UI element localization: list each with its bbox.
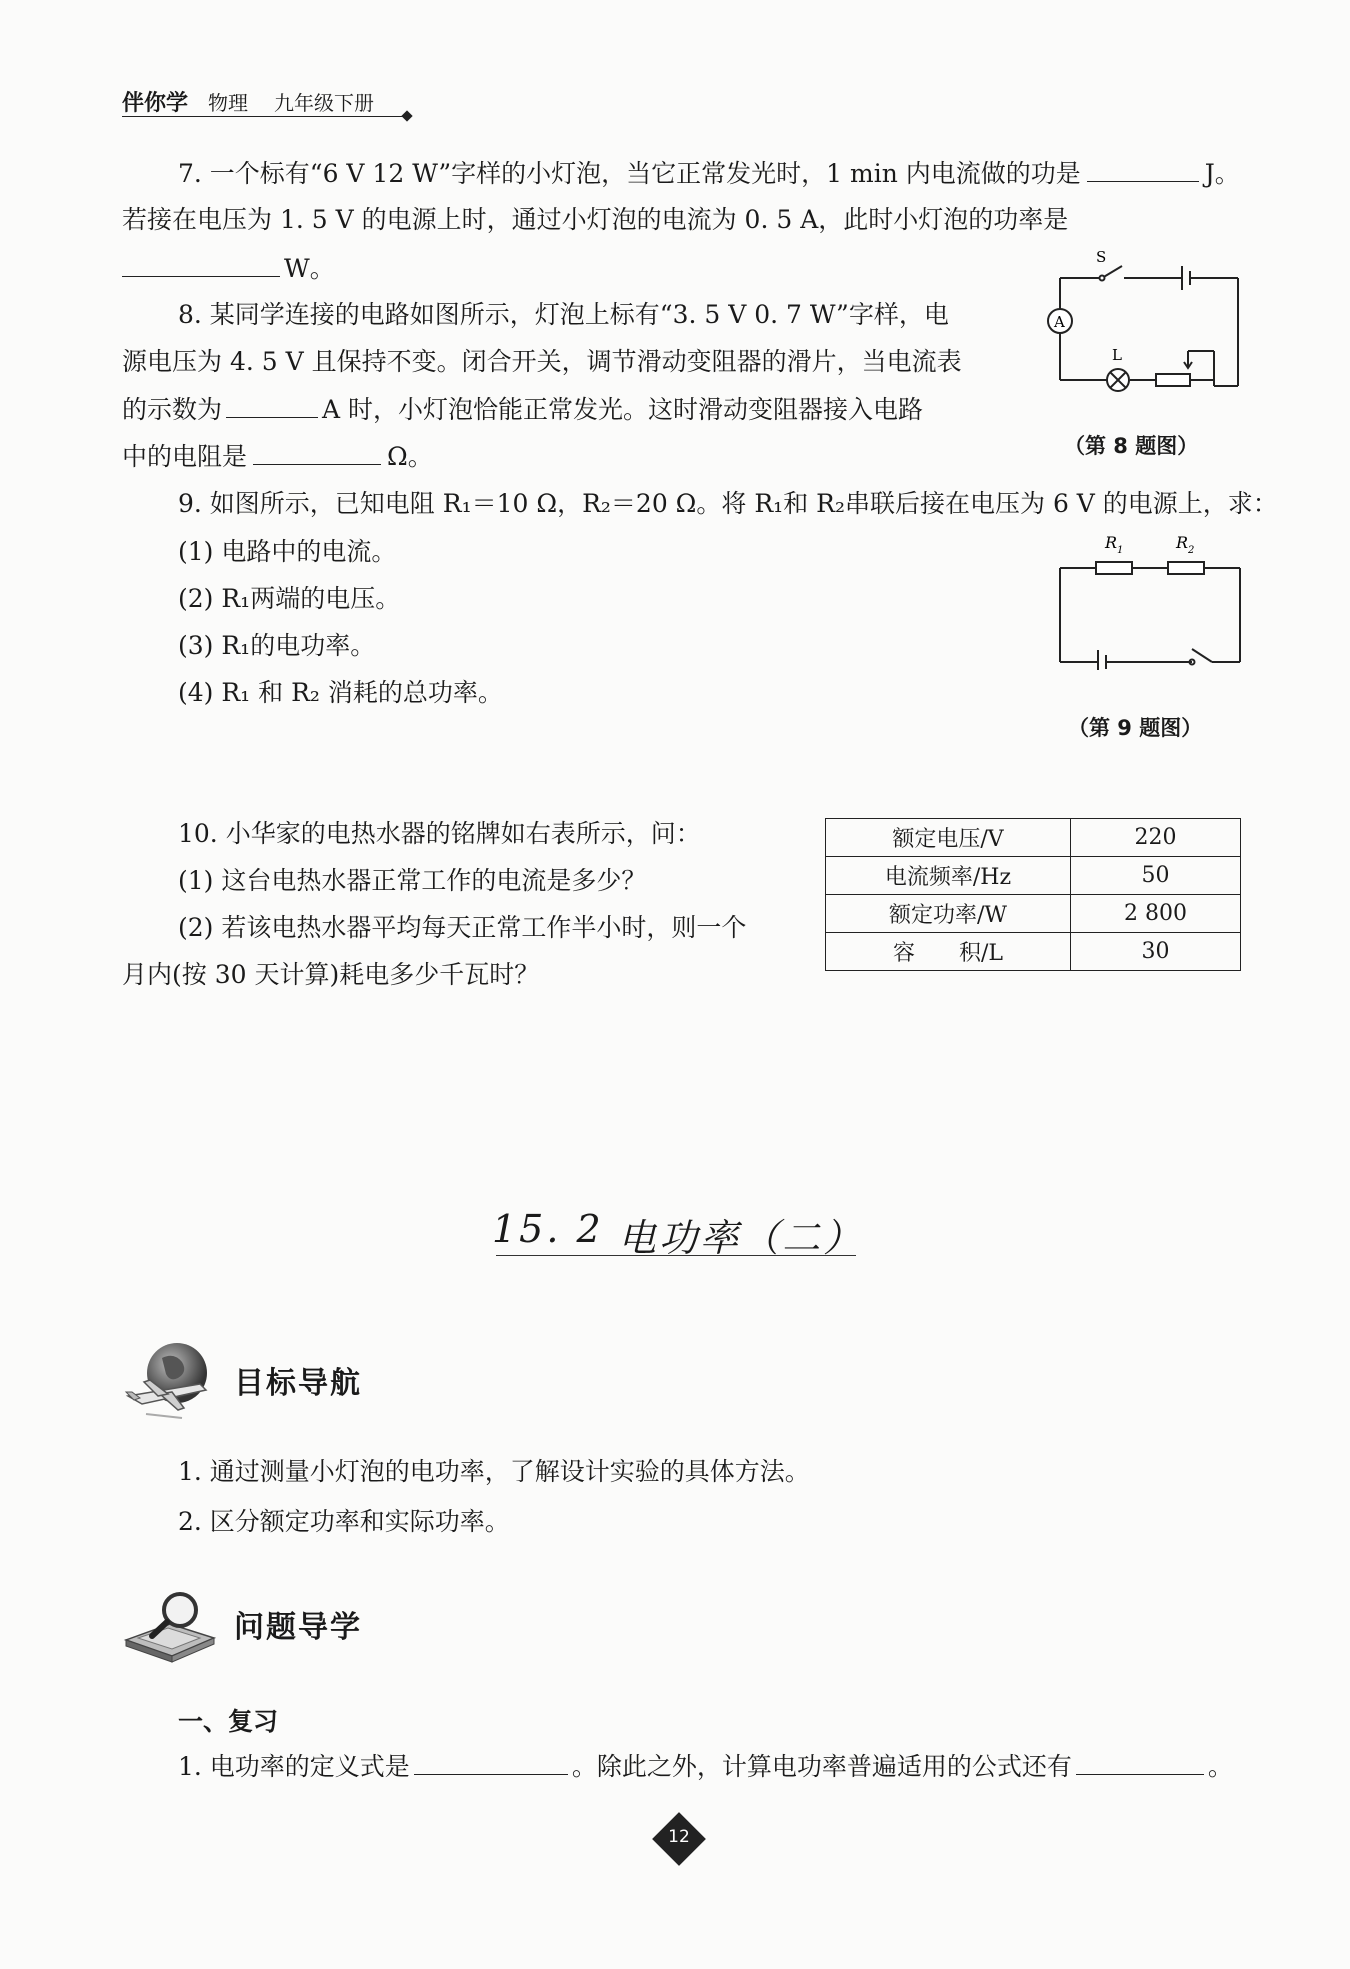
q9-intro: 9. 如图所示，已知电阻 R₁＝10 Ω，R₂＝20 Ω。将 R₁和 R₂串联后接在电压为 6 V 的电源上，求： [178, 489, 1278, 518]
table-cell-value: 50 [1071, 857, 1241, 895]
globe-airplane-icon [122, 1338, 218, 1428]
chapter-number: 15. 2 [492, 1207, 604, 1251]
q10-part-2b: 月内(按 30 天计算)耗电多少千瓦时？ [122, 960, 540, 989]
chapter-heading [488, 1205, 864, 1261]
figure-8-circuit [1040, 250, 1250, 400]
header-rule [122, 116, 407, 117]
table-cell-value: 2 800 [1071, 895, 1241, 933]
page-number: 12 [668, 1827, 690, 1847]
table-cell-label: 额定电压/V [826, 819, 1071, 857]
fig8-label-a: A [1054, 313, 1065, 331]
q8-line4-end: Ω。 [387, 442, 433, 471]
q10-part-2a: (2) 若该电热水器平均每天正常工作半小时，则一个 [178, 913, 747, 942]
fig9-label-r2: $R_2$ [1176, 533, 1195, 556]
q7-blank-work[interactable] [1087, 157, 1199, 182]
page-header [122, 86, 414, 120]
q8-line1: 8. 某同学连接的电路如图所示，灯泡上标有“3. 5 V 0. 7 W”字样，电 [178, 300, 949, 329]
review-subheading: 一、复习 [178, 1707, 279, 1736]
rheostat-body [1156, 374, 1190, 386]
q8-line3-start: 的示数为 [122, 395, 223, 424]
q9-part-2: (2) R₁两端的电压。 [178, 584, 401, 613]
review-q1-start: 1. 电功率的定义式是 [178, 1752, 410, 1781]
q7-line2: 若接在电压为 1. 5 V 的电源上时，通过小灯泡的电流为 0. 5 A，此时小灯泡的功率是 [122, 205, 1069, 234]
table-cell-label: 额定功率/W [826, 895, 1071, 933]
table-cell-value: 30 [1071, 933, 1241, 971]
figure-9-caption: （第 9 题图） [1068, 716, 1203, 740]
table-cell-value: 220 [1071, 819, 1241, 857]
guide-heading: 问题导学 [234, 1610, 362, 1645]
resistor-r1 [1096, 562, 1132, 574]
subject-label: 物理 [208, 91, 248, 115]
q7-unit-w: W。 [284, 254, 335, 283]
grade-label: 九年级下册 [274, 91, 374, 115]
q8-blank-current[interactable] [226, 393, 318, 418]
chapter-title: 电功率（二） [618, 1216, 865, 1260]
figure-8-caption: （第 8 题图） [1064, 434, 1199, 458]
chapter-underline [496, 1255, 856, 1256]
q10-part-1: (1) 这台电热水器正常工作的电流是多少？ [178, 866, 647, 895]
q8-blank-resistance[interactable] [253, 440, 381, 465]
q9-part-4: (4) R₁ 和 R₂ 消耗的总功率。 [178, 678, 503, 707]
q8-line4-start: 中的电阻是 [122, 442, 248, 471]
nameplate-table [825, 818, 1241, 971]
q9-part-3: (3) R₁的电功率。 [178, 631, 376, 660]
review-q1-end: 。 [1207, 1752, 1233, 1781]
brand-label: 伴你学 [122, 91, 189, 116]
resistor-r2 [1168, 562, 1204, 574]
review-q1-middle: 。除此之外，计算电功率普遍适用的公式还有 [571, 1752, 1072, 1781]
q7-unit-j: J。 [1204, 159, 1240, 188]
goals-heading: 目标导航 [234, 1366, 362, 1401]
q8-line3-end: A 时，小灯泡恰能正常发光。这时滑动变阻器接入电路 [322, 395, 924, 424]
header-diamond [401, 110, 412, 121]
fig8-label-s: S [1096, 250, 1107, 266]
table-row [826, 857, 1241, 895]
table-cell-label: 容 积/L [826, 933, 1071, 971]
table-row [826, 819, 1241, 857]
magnifier-book-icon [122, 1586, 218, 1666]
table-cell-label: 电流频率/Hz [826, 857, 1071, 895]
q7-blank-power[interactable] [122, 252, 280, 277]
switch-blade [1192, 649, 1212, 662]
q7-line1: 7. 一个标有“6 V 12 W”字样的小灯泡，当它正常发光时，1 min 内电流做的功是 [178, 159, 1081, 188]
review-q1-blank-1[interactable] [414, 1750, 568, 1775]
fig8-label-l: L [1112, 346, 1122, 364]
goal-item-1: 1. 通过测量小灯泡的电功率，了解设计实验的具体方法。 [178, 1457, 810, 1486]
table-row [826, 895, 1241, 933]
q9-part-1: (1) 电路中的电流。 [178, 537, 397, 566]
fig9-label-r1: $R_1$ [1105, 533, 1124, 556]
q8-line2: 源电压为 4. 5 V 且保持不变。闭合开关，调节滑动变阻器的滑片，当电流表 [122, 347, 962, 376]
q10-intro: 10. 小华家的电热水器的铭牌如右表所示，问： [178, 819, 701, 848]
goal-item-2: 2. 区分额定功率和实际功率。 [178, 1507, 510, 1536]
figure-9-circuit [1052, 528, 1252, 670]
table-row [826, 933, 1241, 971]
review-q1-blank-2[interactable] [1076, 1750, 1204, 1775]
